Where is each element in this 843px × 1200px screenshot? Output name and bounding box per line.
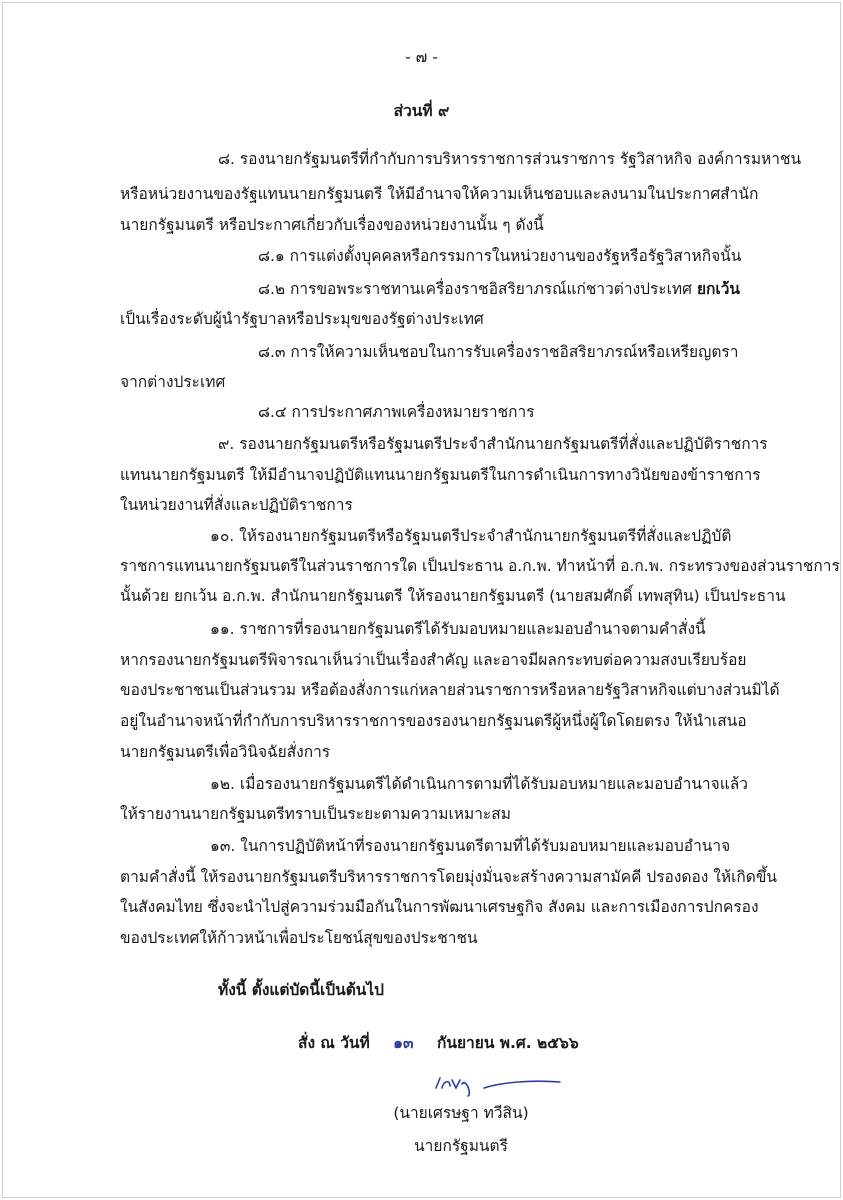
paragraph-11-line-2: หากรองนายกรัฐมนตรีพิจารณาเห็นว่าเป็นเรื่องสำคัญ และอาจมีผลกระทบต่อความสงบเรียบร้อย — [120, 651, 747, 669]
signatory-name: (นายเศรษฐา ทวีสิน) — [393, 1104, 529, 1122]
order-date-prefix: สั่ง ณ วันที่ — [298, 1034, 370, 1052]
order-date-day: ๑๓ — [393, 1034, 414, 1052]
paragraph-11-line-1: ๑๑. ราชการที่รองนายกรัฐมนตรีได้รับมอบหมายและมอบอำนาจตามคำสั่งนี้ — [210, 620, 706, 638]
item-8-1: ๘.๑ การแต่งตั้งบุคคลหรือกรรมการในหน่วยงานของรัฐหรือรัฐวิสาหกิจนั้น — [258, 247, 742, 265]
item-8-2-line-2: เป็นเรื่องระดับผู้นำรัฐบาลหรือประมุขของรัฐต่างประเทศ — [120, 310, 484, 328]
paragraph-11-line-3: ของประชาชนเป็นส่วนรวม หรือต้องสั่งการแก่หลายส่วนราชการหรือหลายรัฐวิสาหกิจแต่บางส่วนมิได้ — [120, 681, 780, 699]
paragraph-8-line-3: นายกรัฐมนตรี หรือประกาศเกี่ยวกับเรื่องของหน่วยงานนั้น ๆ ดังนี้ — [120, 216, 544, 234]
section-title: ส่วนที่ ๙ — [393, 102, 450, 120]
item-8-4: ๘.๔ การประกาศภาพเครื่องหมายราชการ — [258, 403, 535, 421]
paragraph-11-line-4: อยู่ในอำนาจหน้าที่กำกับการบริหารราชการของรองนายกรัฐมนตรีผู้หนึ่งผู้ใดโดยตรง ให้นำเสนอ — [120, 712, 747, 730]
item-8-3-line-2: จากต่างประเทศ — [120, 373, 226, 391]
paragraph-9-line-2: แทนนายกรัฐมนตรี ให้มีอำนาจปฏิบัติแทนนายกรัฐมนตรีในการดำเนินการทางวินัยของข้าราชการ — [120, 466, 761, 484]
paragraph-13-line-2: ตามคำสั่งนี้ ให้รองนายกรัฐมนตรีบริหารราชการโดยมุ่งมั่นจะสร้างความสามัคคี ปรองดอง ให้เกิดขึ้น — [120, 868, 778, 886]
item-8-2-line-1 — [258, 276, 740, 301]
item-8-3-line-1: ๘.๓ การให้ความเห็นชอบในการรับเครื่องราชอิสริยาภรณ์หรือเหรียญตรา — [258, 343, 739, 361]
paragraph-9-line-1: ๙. รองนายกรัฐมนตรีหรือรัฐมนตรีประจำสำนักนายกรัฐมนตรีที่สั่งและปฏิบัติราชการ — [218, 435, 768, 453]
paragraph-12-line-2: ให้รายงานนายกรัฐมนตรีทราบเป็นระยะตามความเหมาะสม — [120, 805, 511, 823]
paragraph-10-line-3: นั้นด้วย ยกเว้น อ.ก.พ. สำนักนายกรัฐมนตรี ให้รองนายกรัฐมนตรี (นายสมศักดิ์ เทพสุทิน) เป็นประธาน — [120, 587, 786, 605]
paragraph-11-line-5: นายกรัฐมนตรีเพื่อวินิจฉัยสั่งการ — [120, 743, 331, 761]
paragraph-13-line-4: ของประเทศให้ก้าวหน้าเพื่อประโยชน์สุขของประชาชน — [120, 929, 478, 947]
signatory-title: นายกรัฐมนตรี — [414, 1137, 508, 1155]
signature — [432, 1072, 562, 1098]
item-8-2-text: ๘.๒ การขอพระราชทานเครื่องราชอิสริยาภรณ์แก่ชาวต่างประเทศ — [258, 280, 692, 298]
order-date — [298, 1030, 579, 1055]
paragraph-8-line-2: หรือหน่วยงานของรัฐแทนนายกรัฐมนตรี ให้มีอำนาจให้ความเห็นชอบและลงนามในประกาศสำนัก — [120, 185, 759, 203]
paragraph-10-line-1: ๑๐. ให้รองนายกรัฐมนตรีหรือรัฐมนตรีประจำสำนักนายกรัฐมนตรีที่สั่งและปฏิบัติ — [210, 527, 732, 545]
paragraph-8-line-1: ๘. รองนายกรัฐมนตรีที่กำกับการบริหารราชการส่วนราชการ รัฐวิสาหกิจ องค์การมหาชน — [218, 150, 802, 168]
paragraph-13-line-1: ๑๓. ในการปฏิบัติหน้าที่รองนายกรัฐมนตรีตามที่ได้รับมอบหมายและมอบอำนาจ — [210, 837, 731, 855]
item-8-2-exception: ยกเว้น — [696, 280, 741, 298]
paragraph-10-line-2: ราชการแทนนายกรัฐมนตรีในส่วนราชการใด เป็นประธาน อ.ก.พ. ทำหน้าที่ อ.ก.พ. กระทรวงของส่วนราชการ — [120, 557, 840, 575]
paragraph-13-line-3: ในสังคมไทย ซึ่งจะนำไปสู่ความร่วมมือกันในการพัฒนาเศรษฐกิจ สังคม และการเมืองการปกครอง — [120, 898, 759, 916]
effective-statement: ทั้งนี้ ตั้งแต่บัดนี้เป็นต้นไป — [218, 981, 384, 999]
page-number: - ๗ - — [405, 48, 438, 66]
order-date-month-year: กันยายน พ.ศ. ๒๕๖๖ — [436, 1034, 579, 1052]
paragraph-9-line-3: ในหน่วยงานที่สั่งและปฏิบัติราชการ — [120, 496, 353, 514]
paragraph-12-line-1: ๑๒. เมื่อรองนายกรัฐมนตรีได้ดำเนินการตามที่ได้รับมอบหมายและมอบอำนาจแล้ว — [210, 775, 748, 793]
